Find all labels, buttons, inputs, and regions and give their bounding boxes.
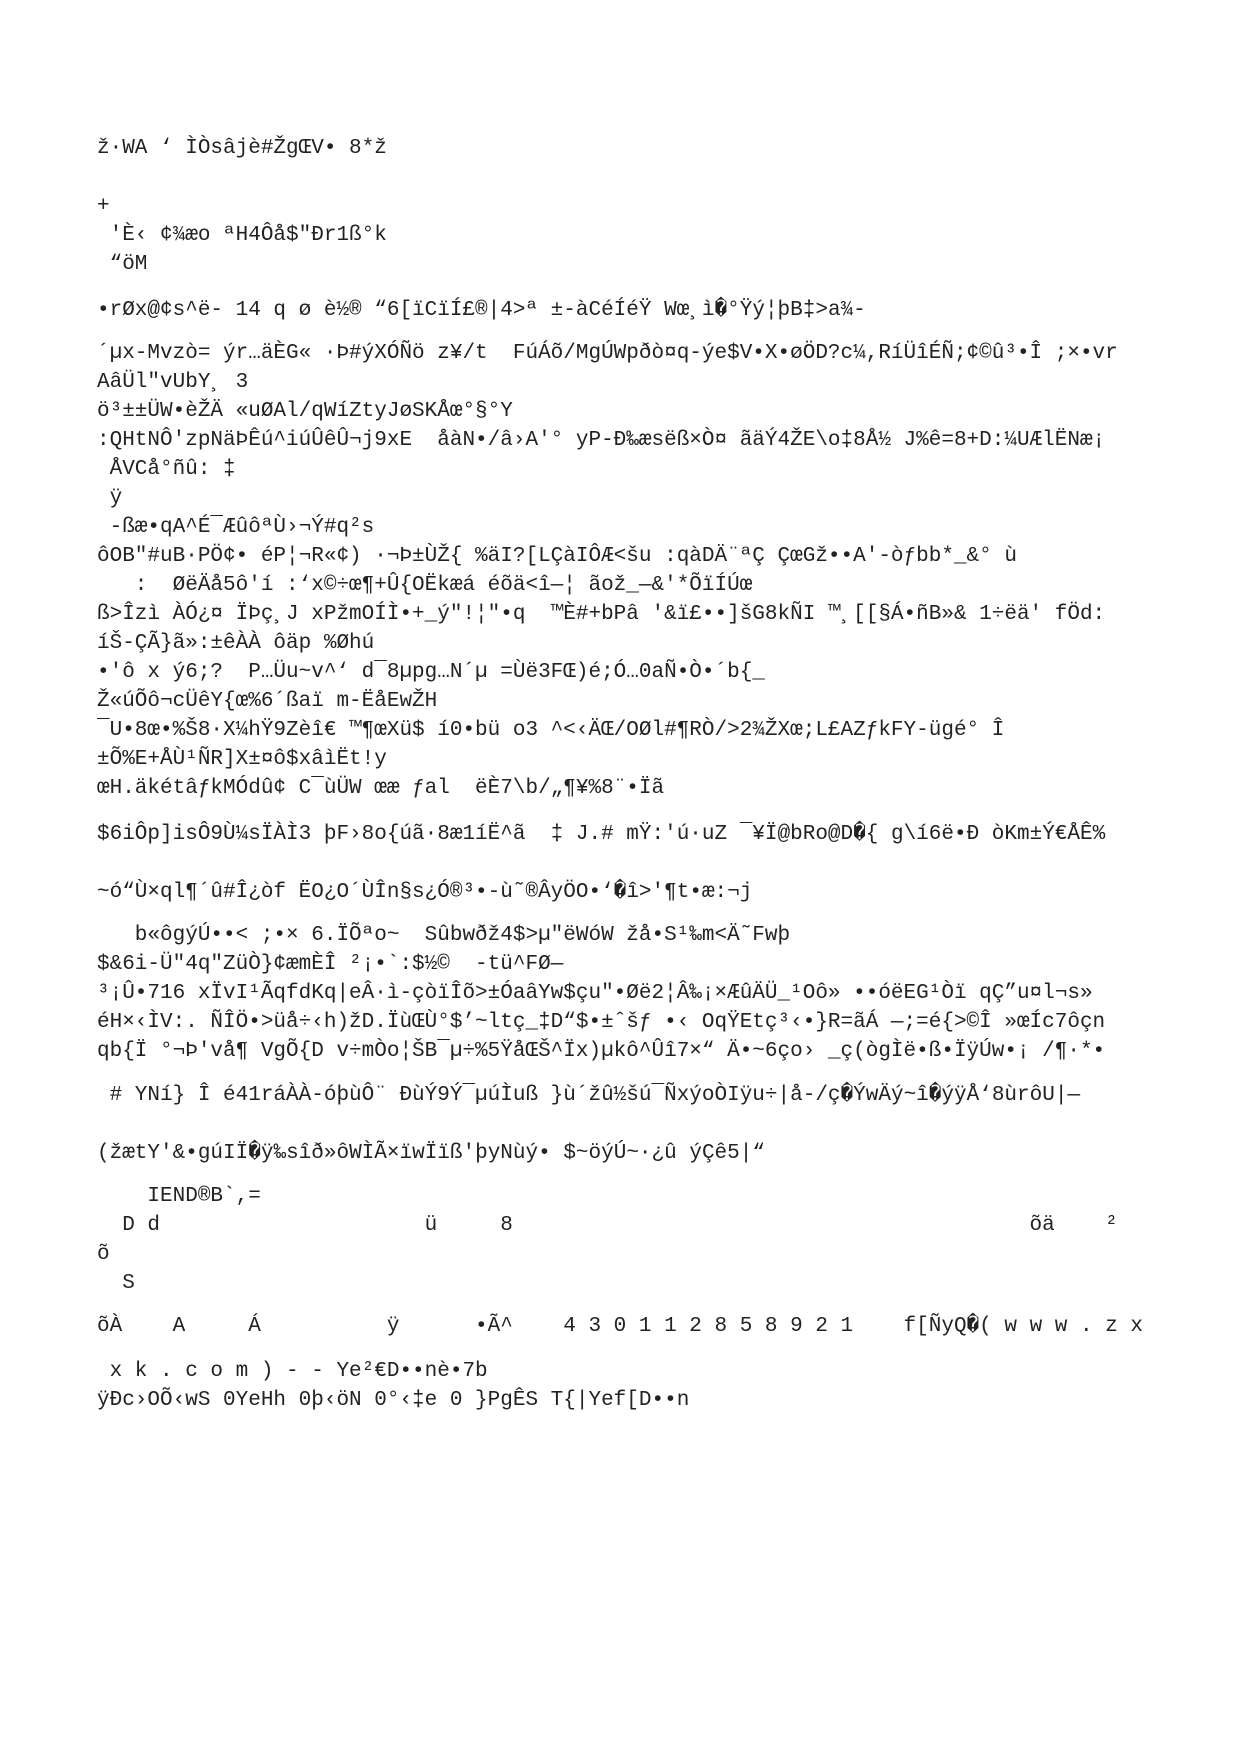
text-line: œH.äkétâƒkMÓdû¢ C¯ùÜW œæ ƒal ëÈ7\b/„¶¥%8¨•Ïã [97, 777, 665, 800]
text-line: S [97, 1272, 135, 1295]
text-line: 'È‹ ¢¾æo ªH4Ôå$"Ðr1ß°k [97, 224, 387, 247]
text-line: ´µx-Mvzò= ýr…äÈG« ·Þ#ýXÓÑö z¥/t FúÁõ/MgÚWpðò¤q-ýe$V•X•øÖD?c¼,RíÜîÉÑ;¢©û³•Î ;×•vr [97, 342, 1118, 365]
text-line: ôOB"#uB·PÖ¢• éP¦¬R«¢) ·¬Þ±ÙŽ{ %äI?[LÇàIÔÆ<šu :qàDÄ¨ªÇ ÇœGž••A'-òƒbb*_&° ù [97, 545, 1017, 568]
text-line: qb{Ï °¬Þ'vå¶ VgÕ{D v÷mÒo¦ŠB¯µ÷%5ŸåŒŠ^Ïx)µkô^Ûî7×“ Ä•~6ço› _ç(ògÌë•ß•ÏÿÚw•¡ /¶·*• [97, 1040, 1106, 1063]
text-line: $6iÔp]isÔ9Ù¼sÏÀÌ3 þF›8o{úã·8æ1íË^ã ‡ J.# mŸ:'ú·uZ ¯¥Ï@bRo@D�{ g\í6ë•Ð òKm±Ý€ÅÊ% [97, 823, 1106, 846]
text-line: •rØx@¢s^ë- 14 q ø è½® “6[ïCïÍ£®|4>ª ±-àCéÍéŸ Wœ¸ì�°Ÿý¦þB‡>a¾- [97, 299, 866, 322]
text-line: ž·WA ‘ ÌÒsâjè#ŽgŒV• 8*ž [97, 137, 387, 160]
text-line: ³¡Û•716 xÏvI¹ÃqfdKq|eÂ·ì-çòïÎõ>±ÓaâYw$çu"•Øë2¦Â‰¡×ÆûÄÜ_¹Oô» ••óëEG¹Òï qÇ”u¤l¬s» [97, 982, 1093, 1005]
text-line: ±Õ%E+ÅÙ¹ÑR]X±¤ô$xâìËt!y [97, 748, 387, 771]
text-line: b«ôgýÚ••< ;•× 6.ÏÕªo~ Sûbwðž4$>µ"ëWóW žå•S¹‰m<Ä˜Fwþ [97, 924, 791, 947]
text-line: AâÜl"vUbY¸ 3 [97, 371, 249, 394]
text-line: (žætY'&•gúIÏ�ÿ‰sîð»ôWÌÃ×ïwÏïß'þyNùý• $~öýÚ~·¿û ýÇê5|“ [97, 1142, 765, 1165]
text-line: ÿÐc›OÕ‹wS 0YeHh 0þ‹öN 0°‹‡e 0 }PgÊS T{|Yef[D••n [97, 1389, 690, 1412]
text-line: •'ô x ý6;? P…Üu~v^‘ d¯8µpg…N´µ =Ùë3FŒ)é;Ó…0aÑ•Ò•´b{_ [97, 661, 765, 684]
text-line: Ž«úÕô¬cÜêY{œ%6´ßaï m-ËåEwŽH [97, 690, 438, 713]
text-line: # YNí} Î é41ráÀÀ-óþùÔ¨ ÐùÝ9Ý¯µúÌuß }ù´žû½šú¯ÑxýoÒIÿu÷|å-/ç�ÝwÄý~î�ýÿÅ‘8ùrôU|— [97, 1084, 1081, 1107]
text-line: éH×‹ÌV:. ÑÎÖ•>üå÷‹h)žD.ÏùŒÙ°$’~ltç_‡D“$•±ˆšƒ •‹ OqŸEtç³‹•}R=ãÁ —;=é{>©Î »œÍc7ôçn [97, 1011, 1106, 1034]
text-line: ÿ [97, 487, 123, 510]
text-line: ÅVCå°ñû: ‡ [97, 458, 236, 481]
text-line: : ØëÄå5ô'í :‘x©÷œ¶+Û{OËkæá éõä<î—¦ ãož_—&'*ÕïÍÚœ [97, 574, 753, 597]
text-line: ¯U•8œ•%Š8·X¼hŸ9Zèî€ ™¶œXü$ í0•bü o3 ^<‹ÄŒ/OØl#¶RÒ/>2¾ŽXœ;L£AZƒkFY-ügé° Î [97, 719, 1005, 742]
text-line: + [97, 195, 110, 218]
text-line: ~ó“Ù×ql¶´û#Î¿òf ËO¿O´ÙÎn§s¿Ó®³•-ù˜®ÂyÖO•‘�î>'¶t•æ:¬j [97, 881, 753, 904]
text-line: :QHtNÔ'zpNäÞÊú^iúÛêÛ¬j9xE åàN•/â›A'° yP-Ð‰æsëß×Ò¤ ãäÝ4ŽE\o‡8Å½ J%ê=8+D:¼UÆlËNæ¡ [97, 429, 1106, 452]
text-line: x k . c o m ) - - Ye²€D••nè•7b [97, 1360, 488, 1383]
text-line: D d ü 8 õä ² [97, 1214, 1118, 1237]
text-line: õÀ A Á ÿ •Ã^ 4 3 0 1 1 2 8 5 8 9 2 1 f[ÑyQ�( w w w . z x [97, 1315, 1144, 1338]
text-line: ß>Îzì ÀÓ¿¤ ÏÞç¸J xPžmOÍÌ•+_ý"!¦"•q ™È#+bPâ '&ï£••]šG8kÑI ™¸[[§Á•ñB»& 1÷ëä' fÖd: [97, 603, 1106, 626]
text-line: íŠ-ÇÃ}ã»:±êÀÀ ôäp %Øhú [97, 632, 375, 655]
text-line: -ßæ•qA^É¯ÆûôªÙ›¬Ý#q²s [97, 516, 375, 539]
text-line: “öM [97, 253, 148, 276]
text-line: $&6i-Ü"4q"ZüÒ}¢æmÈÎ ²¡•`:$½© -tü^FØ— [97, 953, 564, 976]
text-line: õ [97, 1243, 110, 1266]
text-line: IEND®B`,= [97, 1185, 261, 1208]
text-line: ö³±±ÜW•èŽÄ «uØAl/qWíZtyJøSKÅœ°§°Y [97, 400, 513, 423]
